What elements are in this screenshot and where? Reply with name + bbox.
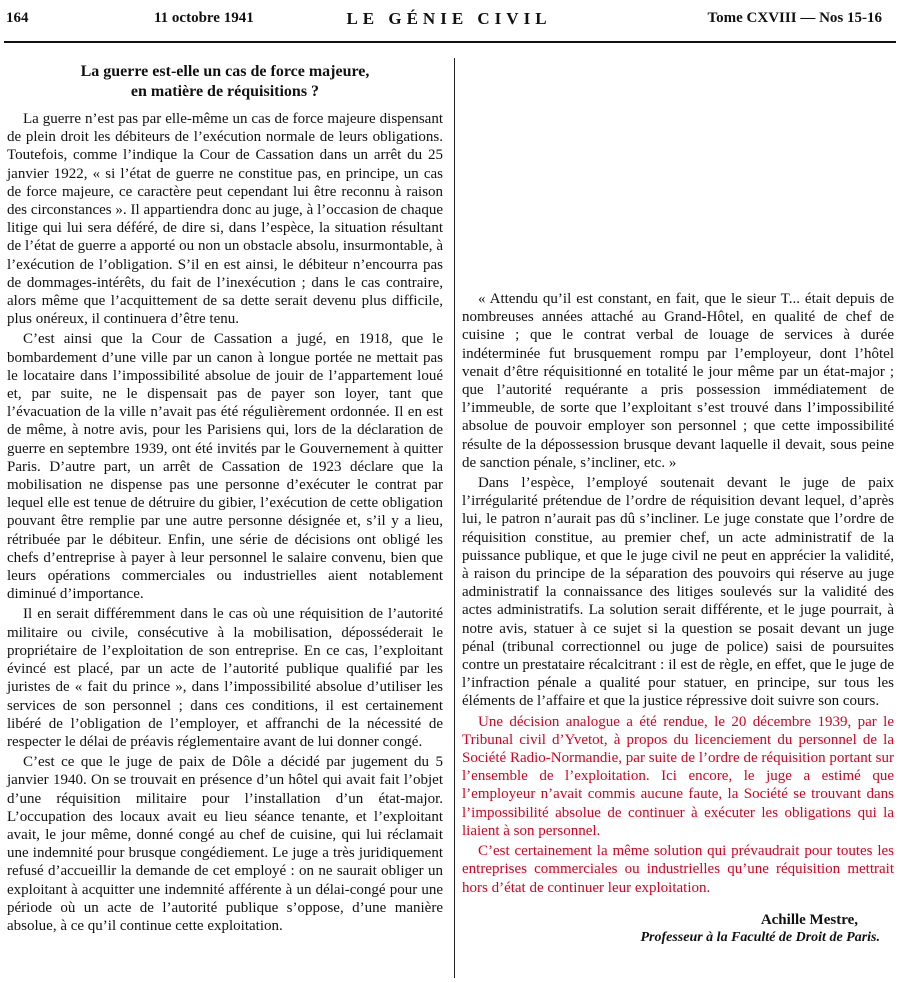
body-paragraph: C’est ainsi que la Cour de Cassation a jugé, en 1918, que le bombardement d’une ville par un canon à longue portée ne mettait pas le locataire dans l’impossibilité absolue de jouir de l’appartement loué et, par suite, ne le dispensait pas de payer son loyer, tant que l’évacuation de la ville n’avait pas été régulièrement ordonnée. Il en est de même, à notre avis, pour les Parisiens qui, lors de la déclaration de guerre en septembre 1939, ont été invités par le Gouvernement à quitter Paris. D’autre part, un arrêt de Cassation de 1923 déclare que la mobilisation ne dispense pas une personne d’exécuter le contrat par lequel elle est tenue de détruire du gibier, l’exécution de cette obligation pouvant être remplie par une autre personne désignée et, s’il y a lieu, rétribuée par le débiteur. Enfin, une série de décisions ont obligé les chefs d’entreprise à payer à leur personnel le salaire convenu, bien que leurs opérations commerciales ou industrielles aient notablement diminué d’importance. xyxy=(7,331,443,603)
right-column xyxy=(462,62,894,947)
highlighted-paragraph: Une décision analogue a été rendue, le 20 décembre 1939, par le Tribunal civil d’Yvetot, à propos du licenciement du personnel de la Société Radio-Normandie, par suite de l’ordre de réquisition portant sur l’ensemble de l’exploitation. Ici encore, le juge a estimé que l’employeur n’avait commis aucune faute, la Société se trouvant dans l’impossibilité absolue de continuer à exécuter les obligations qui la liaient à son personnel. xyxy=(462,713,894,839)
body-paragraph: C’est ce que le juge de paix de Dôle a décidé par jugement du 5 janvier 1940. On se trouvait en présence d’un hôtel qui avait fait l’objet d’une réquisition militaire pour l’installation d’un état-major. L’occupation des locaux avait eu lieu séance tenante, et l’exploitant avait, le jour même, donné congé au chef de cuisine, qui lui réclamait une indemnité pour brusque congédiement. Le juge a très juridiquement refusé d’accueillir la demande de cet employé : on ne saurait obliger un exploitant à acquitter une indemnité afférente à un délai-congé pour une période où un acte de l’autorité publique s’oppose, d’une manière absolue, à ce qu’il continue cette exploitation. xyxy=(7,754,443,934)
page-number: 164 xyxy=(6,10,29,26)
author-affiliation: Professeur à la Faculté de Droit de Paris. xyxy=(640,929,880,945)
issue-date: 11 octobre 1941 xyxy=(154,10,254,26)
article-title xyxy=(7,62,443,102)
header-rule xyxy=(4,41,896,43)
body-paragraph: Il en serait différemment dans le cas où une réquisition de l’autorité militaire ou civile, consécutive à la mobilisation, déposséderait le propriétaire de l’exploitation de son entreprise. En ce cas, l’exploitant évincé est placé, par un acte de l’autorité publique qualifié par les juristes de « fait du prince », dans l’impossibilité absolue d’utiliser les services de son personnel ; dans ces conditions, il est certainement libéré de l’obligation de l’employer, et affranchi de la nécessité de respecter le délai de préavis réglementaire avant de lui donner congé. xyxy=(7,606,443,750)
quoted-judgment: « Attendu qu’il est constant, en fait, que le sieur T... était depuis de nombreuses années attaché au Grand-Hôtel, en qualité de chef de cuisine ; que le contrat verbal de louage de services à durée indéterminée fut brusquement rompu par l’employeur, dont l’hôtel venait d’être réquisitionné en totalité le jour même par un état-major ; que l’autorité requérante a pris possession immédiatement de l’immeuble, de sorte que l’exploitant s’est trouvé dans l’impossibilité absolue de pouvoir employer son personnel ; que cette impossibilité résulte de la dépossession brusque devant laquelle il devait, sous peine de sanction pénale, s’incliner, etc. » xyxy=(462,291,894,471)
running-head xyxy=(6,10,892,34)
column-divider xyxy=(454,58,455,978)
title-line-1: La guerre est-elle un cas de force majeure, xyxy=(80,63,370,80)
title-line-2: en matière de réquisitions ? xyxy=(130,83,320,100)
body-paragraph: Dans l’espèce, l’employé soutenait devant le juge de paix l’irrégularité prétendue de l’ordre de réquisition devant lequel, d’après lui, le patron n’aurait pas dû s’incliner. Le juge constate que l’ordre de réquisition constitue, au premier chef, un acte administratif de la puissance publique, et que le juge civil ne peut en apprécier la validité, à raison du principe de la séparation des pouvoirs qui réserve au juge administratif la connaissance des litiges soulevés sur la validité des actes administratifs. La solution serait différente, et le juge pourrait, à notre avis, statuer à ce sujet si la question se posait devant un juge pénal (tribunal correctionnel ou juge de police) saisi de poursuites contre un prestataire récalcitrant : il est de règle, en effet, que le juge de l’infraction pénale a qualité pour statuer, en principe, sur tous les éléments de l’affaire et que la justice répressive doit suivre son cours. xyxy=(462,475,894,710)
author-name: Achille Mestre, xyxy=(760,911,858,928)
column-blank-space xyxy=(462,62,894,290)
highlighted-paragraph: C’est certainement la même solution qui prévaudrait pour toutes les entreprises commerciales ou industrielles qu’une réquisition mettrait hors d’état de continuer leur exploitation. xyxy=(462,843,894,896)
volume-number: Tome CXVIII — Nos 15-16 xyxy=(707,10,882,26)
left-column xyxy=(7,62,443,937)
body-paragraph: La guerre n’est pas par elle-même un cas de force majeure dispensant de plein droit les débiteurs de l’exécution normale de leurs obligations. Toutefois, comme l’indique la Cour de Cassation dans un arrêt du 25 janvier 1922, « si l’état de guerre ne constitue pas, en principe, un cas de force majeure, ce caractère peut cependant lui être reconnu à raison des circonstances ». Il appartiendra donc au juge, à l’occasion de chaque litige qui lui sera déféré, de dire si, dans l’espèce, la situation résultant de l’état de guerre a apporté ou non un obstacle absolu, insurmontable, à l’exécution de l’obligation. S’il en est ainsi, le débiteur n’encourra pas de dommages-intérêts, du fait de l’inexécution ; dans le cas contraire, alors même que l’acquittement de sa dette serait devenu plus difficile, plus onéreux, il continuera d’être tenu. xyxy=(7,111,443,328)
journal-title: LE GÉNIE CIVIL xyxy=(346,9,552,28)
